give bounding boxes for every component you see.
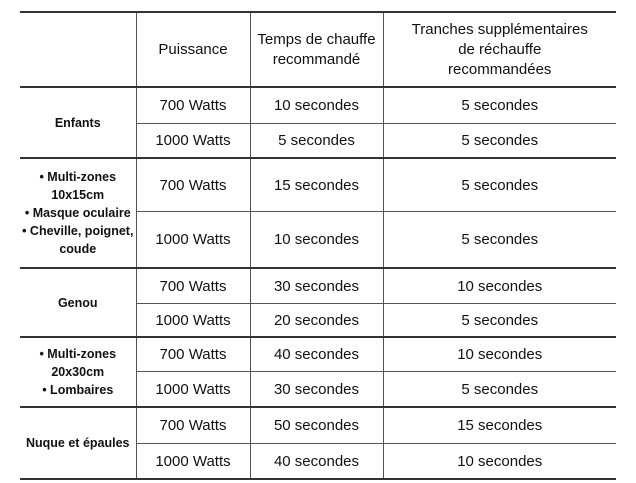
header-time-line: Temps de chauffe <box>257 30 376 48</box>
table-row <box>20 87 616 124</box>
cell-power: 700 Watts <box>136 407 250 444</box>
cell-time: 30 secondes <box>250 268 383 304</box>
category-label-line: Nuque et épaules <box>26 436 130 450</box>
category-label-line: coude <box>59 242 97 256</box>
cell-power: 700 Watts <box>136 87 250 124</box>
category-cell <box>20 268 136 337</box>
cell-time: 10 secondes <box>250 212 383 269</box>
header-extra-line: de réchauffe <box>458 40 542 58</box>
header-extra <box>383 12 616 87</box>
table-row <box>20 407 616 444</box>
header-power <box>136 12 250 87</box>
cell-power: 1000 Watts <box>136 212 250 269</box>
category-label-line: • Multi-zones <box>39 347 117 361</box>
cell-time: 40 secondes <box>250 444 383 480</box>
header-time-line: recommandé <box>272 50 361 68</box>
table-row <box>20 337 616 372</box>
header-power-label: Puissance <box>158 40 228 58</box>
cell-extra: 5 secondes <box>383 372 616 408</box>
cell-time: 30 secondes <box>250 372 383 408</box>
category-cell <box>20 407 136 479</box>
table-body <box>20 87 616 479</box>
cell-extra: 5 secondes <box>383 124 616 159</box>
category-label-line: 10x15cm <box>51 188 105 202</box>
cell-power: 700 Watts <box>136 158 250 212</box>
cell-power: 1000 Watts <box>136 444 250 480</box>
cell-power: 700 Watts <box>136 337 250 372</box>
category-label-line: • Lombaires <box>42 383 114 397</box>
cell-power: 700 Watts <box>136 268 250 304</box>
header-row <box>20 12 616 87</box>
cell-extra: 5 secondes <box>383 87 616 124</box>
category-label-line: • Cheville, poignet, <box>22 224 134 238</box>
table-row <box>20 268 616 304</box>
category-cell <box>20 158 136 268</box>
cell-time: 50 secondes <box>250 407 383 444</box>
cell-extra: 15 secondes <box>383 407 616 444</box>
cell-power: 1000 Watts <box>136 124 250 159</box>
header-time <box>250 12 383 87</box>
category-label-line: 20x30cm <box>51 365 105 379</box>
category-label-line: Genou <box>57 295 98 310</box>
cell-time: 5 secondes <box>250 124 383 159</box>
cell-power: 1000 Watts <box>136 304 250 338</box>
header-extra-line: recommandées <box>448 60 552 78</box>
cell-time: 20 secondes <box>250 304 383 338</box>
table-row <box>20 158 616 212</box>
cell-extra: 5 secondes <box>383 212 616 269</box>
heating-time-table <box>20 11 616 480</box>
cell-time: 15 secondes <box>250 158 383 212</box>
cell-time: 10 secondes <box>250 87 383 124</box>
header-extra-line: Tranches supplémentaires <box>411 20 588 38</box>
corner-cell <box>20 12 136 87</box>
cell-extra: 5 secondes <box>383 304 616 338</box>
category-label-line: • Multi-zones <box>39 170 117 184</box>
cell-extra: 10 secondes <box>383 337 616 372</box>
cell-extra: 10 secondes <box>383 444 616 480</box>
category-cell <box>20 337 136 407</box>
category-label-line: • Masque oculaire <box>24 206 131 220</box>
cell-power: 1000 Watts <box>136 372 250 408</box>
cell-extra: 5 secondes <box>383 158 616 212</box>
category-label-line: Enfants <box>54 115 101 130</box>
category-cell <box>20 87 136 158</box>
cell-extra: 10 secondes <box>383 268 616 304</box>
cell-time: 40 secondes <box>250 337 383 372</box>
